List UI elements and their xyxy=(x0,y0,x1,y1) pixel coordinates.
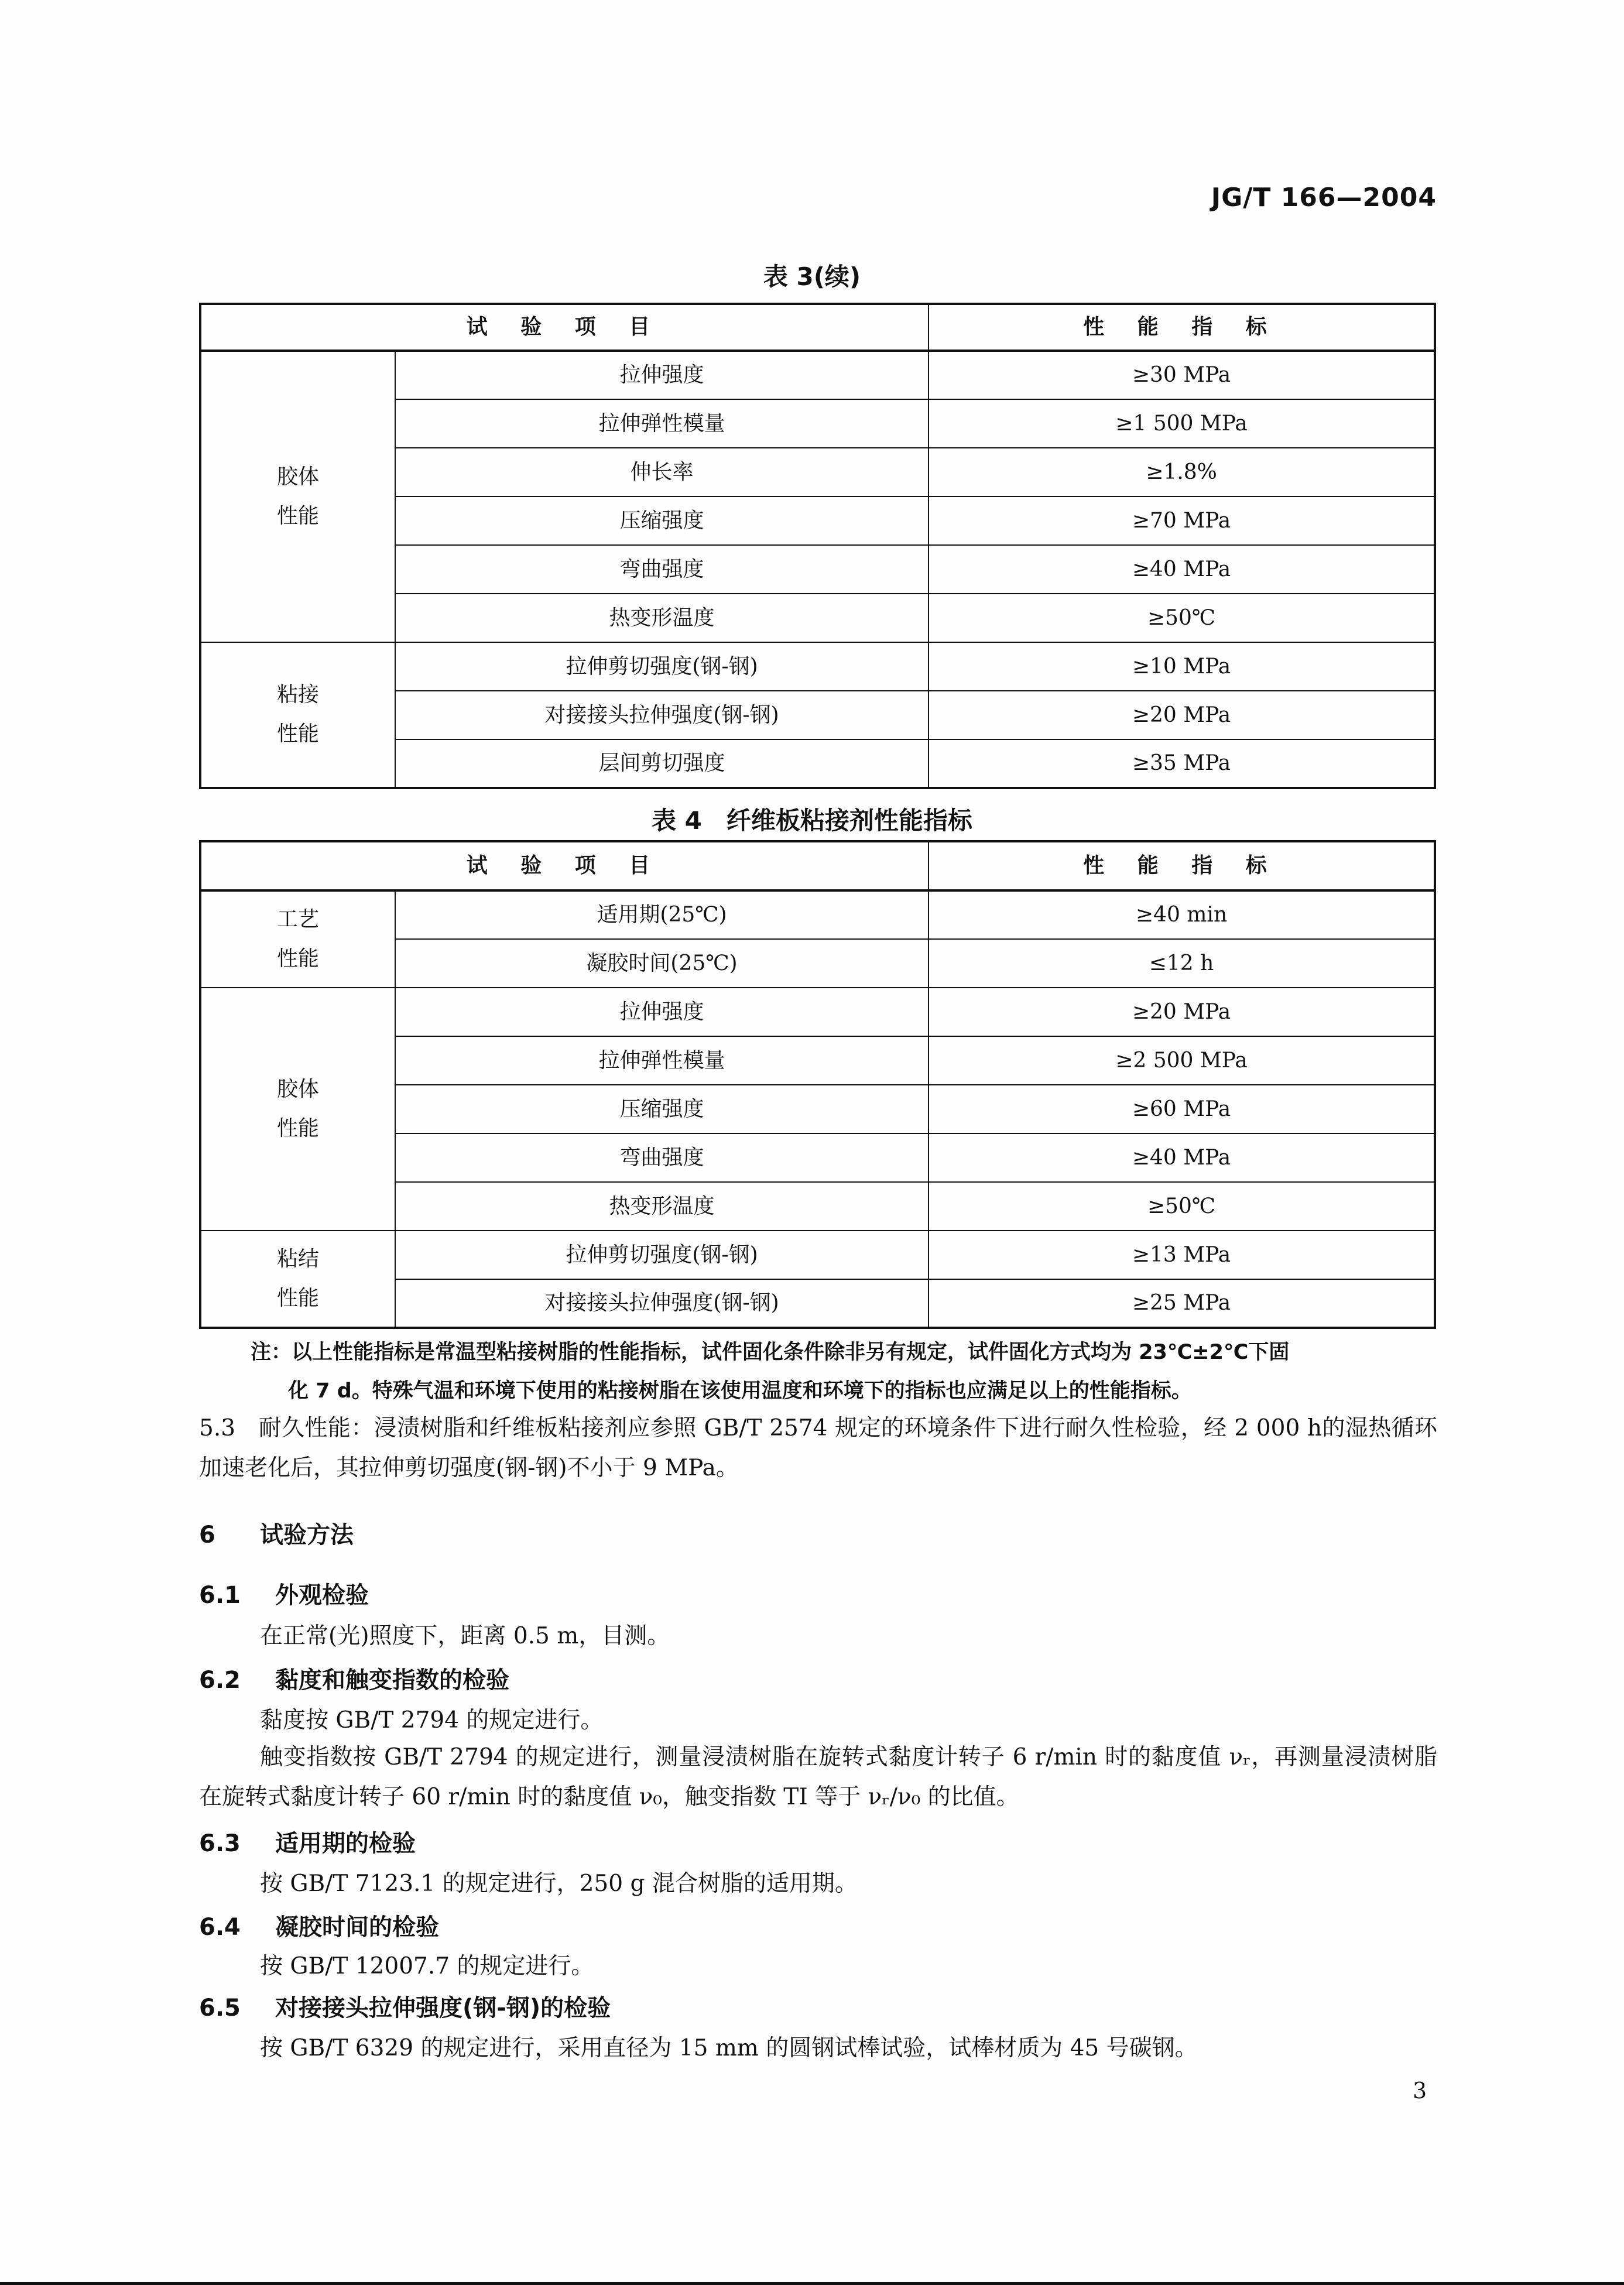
item-cell: 压缩强度 xyxy=(395,496,929,545)
spec-cell: ≥50℃ xyxy=(929,1182,1435,1231)
table3-header-row xyxy=(200,304,1435,351)
item-cell: 弯曲强度 xyxy=(395,1133,929,1182)
table4 xyxy=(199,840,1436,1329)
bottom-rule xyxy=(0,2282,1624,2285)
table3 xyxy=(199,303,1436,789)
group-label: 胶体 性能 xyxy=(200,988,395,1231)
section-6-3-heading: 6.3 适用期的检验 xyxy=(199,1830,416,1857)
spec-cell: ≥70 MPa xyxy=(929,496,1435,545)
item-cell: 对接接头拉伸强度(钢-钢) xyxy=(395,1279,929,1328)
item-cell: 对接接头拉伸强度(钢-钢) xyxy=(395,691,929,739)
note-line-1: 注：以上性能指标是常温型粘接树脂的性能指标，试件固化条件除非另有规定，试件固化方式均为 23℃±2℃下固 xyxy=(251,1341,1290,1364)
table-row xyxy=(200,642,1435,691)
item-cell: 热变形温度 xyxy=(395,1182,929,1231)
group-label: 工艺 性能 xyxy=(200,890,395,988)
section-6-5-body: 按 GB/T 6329 的规定进行，采用直径为 15 mm 的圆钢试棒试验，试棒材质为 45 号碳钢。 xyxy=(260,2035,1198,2061)
table-row xyxy=(200,351,1435,399)
item-cell: 适用期(25℃) xyxy=(395,890,929,939)
section-6-4-body: 按 GB/T 12007.7 的规定进行。 xyxy=(260,1953,594,1979)
group-label: 粘接 性能 xyxy=(200,642,395,788)
item-cell: 拉伸强度 xyxy=(395,988,929,1036)
table3-col-item: 试 验 项 目 xyxy=(200,304,929,351)
item-cell: 弯曲强度 xyxy=(395,545,929,594)
table-row xyxy=(200,988,1435,1036)
spec-cell: ≥1 500 MPa xyxy=(929,399,1435,448)
spec-cell: ≥35 MPa xyxy=(929,739,1435,788)
item-cell: 热变形温度 xyxy=(395,594,929,642)
table-row xyxy=(200,1231,1435,1279)
table4-col-item: 试 验 项 目 xyxy=(200,841,929,890)
item-cell: 凝胶时间(25℃) xyxy=(395,939,929,988)
clause-5-3: 5.3 耐久性能：浸渍树脂和纤维板粘接剂应参照 GB/T 2574 规定的环境条件下进行耐久性检验，经 2 000 h的湿热循环加速老化后，其拉伸剪切强度(钢-钢)不小于 9 MPa。 xyxy=(199,1415,1437,1481)
spec-cell: ≥20 MPa xyxy=(929,691,1435,739)
spec-cell: ≥30 MPa xyxy=(929,351,1435,399)
table-row xyxy=(200,890,1435,939)
table-note xyxy=(251,1333,1439,1410)
item-cell: 拉伸强度 xyxy=(395,351,929,399)
spec-cell: ≥10 MPa xyxy=(929,642,1435,691)
table4-header-row xyxy=(200,841,1435,890)
spec-cell: ≥50℃ xyxy=(929,594,1435,642)
note-line-2: 化 7 d。特殊气温和环境下使用的粘接树脂在该使用温度和环境下的指标也应满足以上的性能指标。 xyxy=(288,1379,1192,1403)
section-6-3-body: 按 GB/T 7123.1 的规定进行，250 g 混合树脂的适用期。 xyxy=(260,1871,858,1897)
section-6-5-heading: 6.5 对接接头拉伸强度(钢-钢)的检验 xyxy=(199,1995,611,2022)
item-cell: 拉伸剪切强度(钢-钢) xyxy=(395,1231,929,1279)
item-cell: 拉伸剪切强度(钢-钢) xyxy=(395,642,929,691)
item-cell: 压缩强度 xyxy=(395,1085,929,1133)
page-number: 3 xyxy=(1413,2078,1427,2104)
group-label: 胶体 性能 xyxy=(200,351,395,642)
section-6-4-heading: 6.4 凝胶时间的检验 xyxy=(199,1914,439,1941)
section-6-1-heading: 6.1 外观检验 xyxy=(199,1582,369,1609)
spec-cell: ≥40 MPa xyxy=(929,1133,1435,1182)
document-code: JG/T 166—2004 xyxy=(1211,183,1437,213)
table4-caption: 表 4 纤维板粘接剂性能指标 xyxy=(652,806,972,835)
spec-cell: ≥40 min xyxy=(929,890,1435,939)
spec-cell: ≥40 MPa xyxy=(929,545,1435,594)
spec-cell: ≥13 MPa xyxy=(929,1231,1435,1279)
spec-cell: ≥25 MPa xyxy=(929,1279,1435,1328)
section-6-heading: 6 试验方法 xyxy=(199,1522,354,1549)
table4-col-spec: 性 能 指 标 xyxy=(929,841,1435,890)
item-cell: 拉伸弹性模量 xyxy=(395,399,929,448)
spec-cell: ≥60 MPa xyxy=(929,1085,1435,1133)
spec-cell: ≤12 h xyxy=(929,939,1435,988)
item-cell: 拉伸弹性模量 xyxy=(395,1036,929,1085)
spec-cell: ≥2 500 MPa xyxy=(929,1036,1435,1085)
section-6-2-heading: 6.2 黏度和触变指数的检验 xyxy=(199,1667,509,1694)
item-cell: 层间剪切强度 xyxy=(395,739,929,788)
table3-caption: 表 3(续) xyxy=(763,262,861,291)
section-6-2-body-1: 黏度按 GB/T 2794 的规定进行。 xyxy=(260,1707,604,1734)
spec-cell: ≥20 MPa xyxy=(929,988,1435,1036)
group-label: 粘结 性能 xyxy=(200,1231,395,1328)
spec-cell: ≥1.8% xyxy=(929,448,1435,496)
table3-col-spec: 性 能 指 标 xyxy=(929,304,1435,351)
section-6-2-body-2: 触变指数按 GB/T 2794 的规定进行，测量浸渍树脂在旋转式黏度计转子 6 r/min 时的黏度值 νᵣ，再测量浸渍树脂在旋转式黏度计转子 60 r/min 时的黏度值 ν₀，触变指数 TI 等于 νᵣ/ν₀ 的比值。 xyxy=(199,1744,1437,1810)
item-cell: 伸长率 xyxy=(395,448,929,496)
section-6-1-body: 在正常(光)照度下，距离 0.5 m，目测。 xyxy=(260,1623,670,1649)
